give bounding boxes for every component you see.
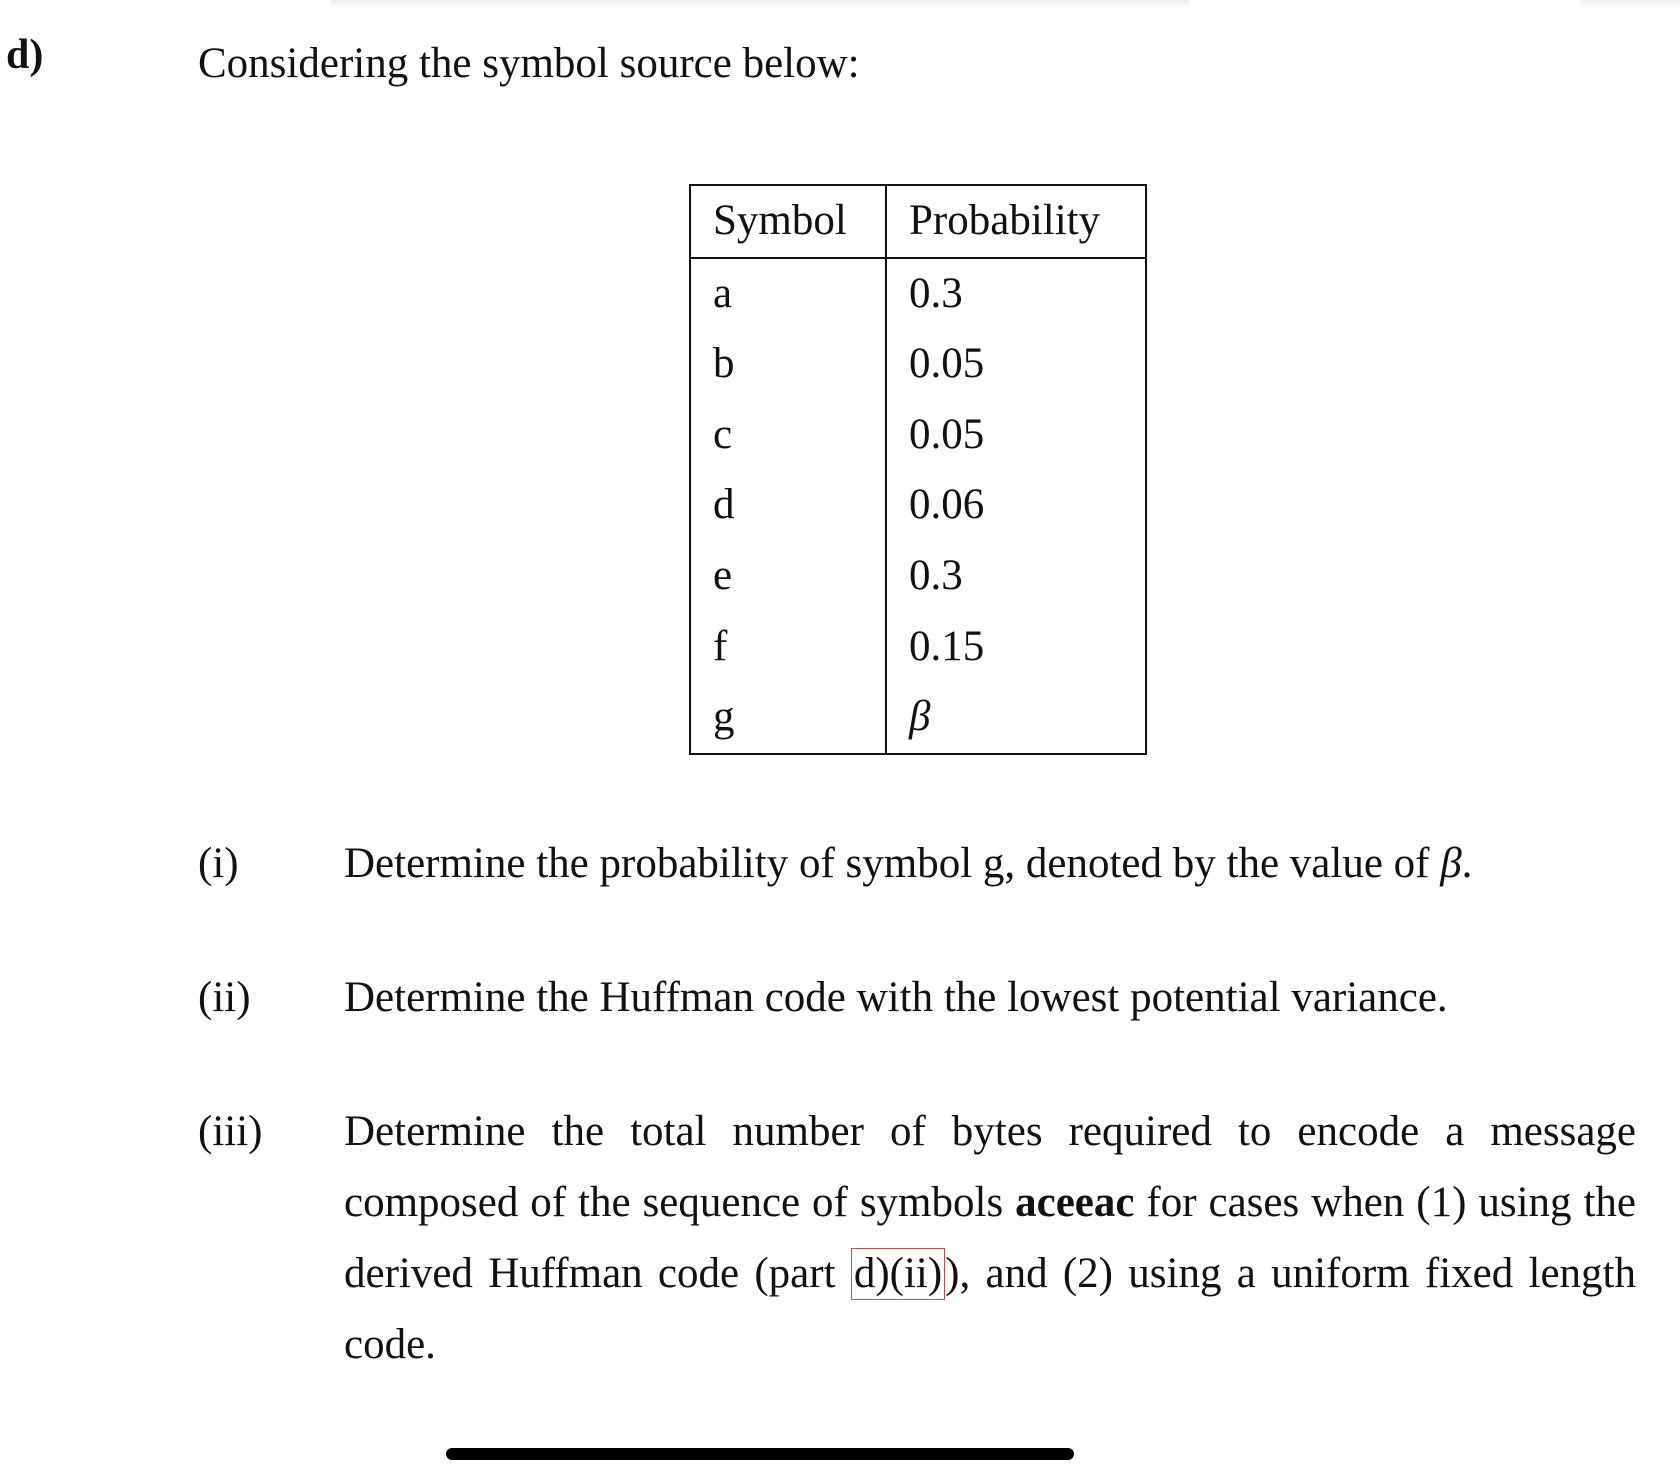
table-header-row bbox=[690, 185, 1146, 258]
table-row bbox=[690, 612, 1146, 683]
probability-cell: 0.15 bbox=[886, 612, 1146, 683]
question-number-ii: (ii) bbox=[198, 974, 251, 1021]
table-row bbox=[690, 258, 1146, 330]
symbol-cell: a bbox=[690, 258, 886, 330]
symbol-cell: g bbox=[690, 682, 886, 754]
probability-cell-beta: β bbox=[886, 682, 1146, 754]
symbol-probability-table bbox=[689, 184, 1147, 755]
symbol-cell: b bbox=[690, 329, 886, 400]
table-row bbox=[690, 400, 1146, 471]
symbol-cell: f bbox=[690, 612, 886, 683]
question-text-iii bbox=[344, 1096, 1636, 1380]
question-number-iii: (iii) bbox=[198, 1108, 263, 1155]
symbol-cell: c bbox=[690, 400, 886, 471]
part-label: d) bbox=[6, 32, 44, 78]
symbol-cell: e bbox=[690, 541, 886, 612]
part-reference-link[interactable]: d)(ii) bbox=[851, 1248, 945, 1300]
table-row bbox=[690, 541, 1146, 612]
question-text-i bbox=[344, 828, 1636, 899]
question-text-ii: Determine the Huffman code with the lowest potential variance. bbox=[344, 974, 1448, 1021]
question-iii-text-middle: for cases when (1) using the derived Huffman code (part bbox=[344, 1179, 1636, 1297]
question-iii-text-start: Determine the total number of bytes required to encode a message composed of the sequence of symbols bbox=[344, 1108, 1636, 1226]
table-row bbox=[690, 329, 1146, 400]
top-shadow-right bbox=[1580, 0, 1680, 10]
probability-column-header: Probability bbox=[886, 185, 1146, 258]
probability-cell: 0.05 bbox=[886, 400, 1146, 471]
table-row bbox=[690, 682, 1146, 754]
question-number-i: (i) bbox=[198, 840, 239, 887]
question-i-period: . bbox=[1461, 840, 1473, 887]
top-shadow bbox=[330, 0, 1190, 10]
question-i-text: Determine the probability of symbol g, denoted by the value of bbox=[344, 840, 1441, 887]
question-iii-text-end: ), and (2) using a uniform fixed length code. bbox=[344, 1250, 1636, 1368]
beta-symbol: β bbox=[1440, 840, 1462, 887]
probability-cell: 0.06 bbox=[886, 470, 1146, 541]
symbol-sequence: aceeac bbox=[1015, 1179, 1135, 1226]
probability-cell: 0.05 bbox=[886, 329, 1146, 400]
symbol-column-header: Symbol bbox=[690, 185, 886, 258]
table-row bbox=[690, 470, 1146, 541]
symbol-cell: d bbox=[690, 470, 886, 541]
probability-cell: 0.3 bbox=[886, 258, 1146, 330]
intro-text: Considering the symbol source below: bbox=[198, 40, 860, 87]
home-indicator[interactable] bbox=[446, 1448, 1074, 1460]
probability-cell: 0.3 bbox=[886, 541, 1146, 612]
